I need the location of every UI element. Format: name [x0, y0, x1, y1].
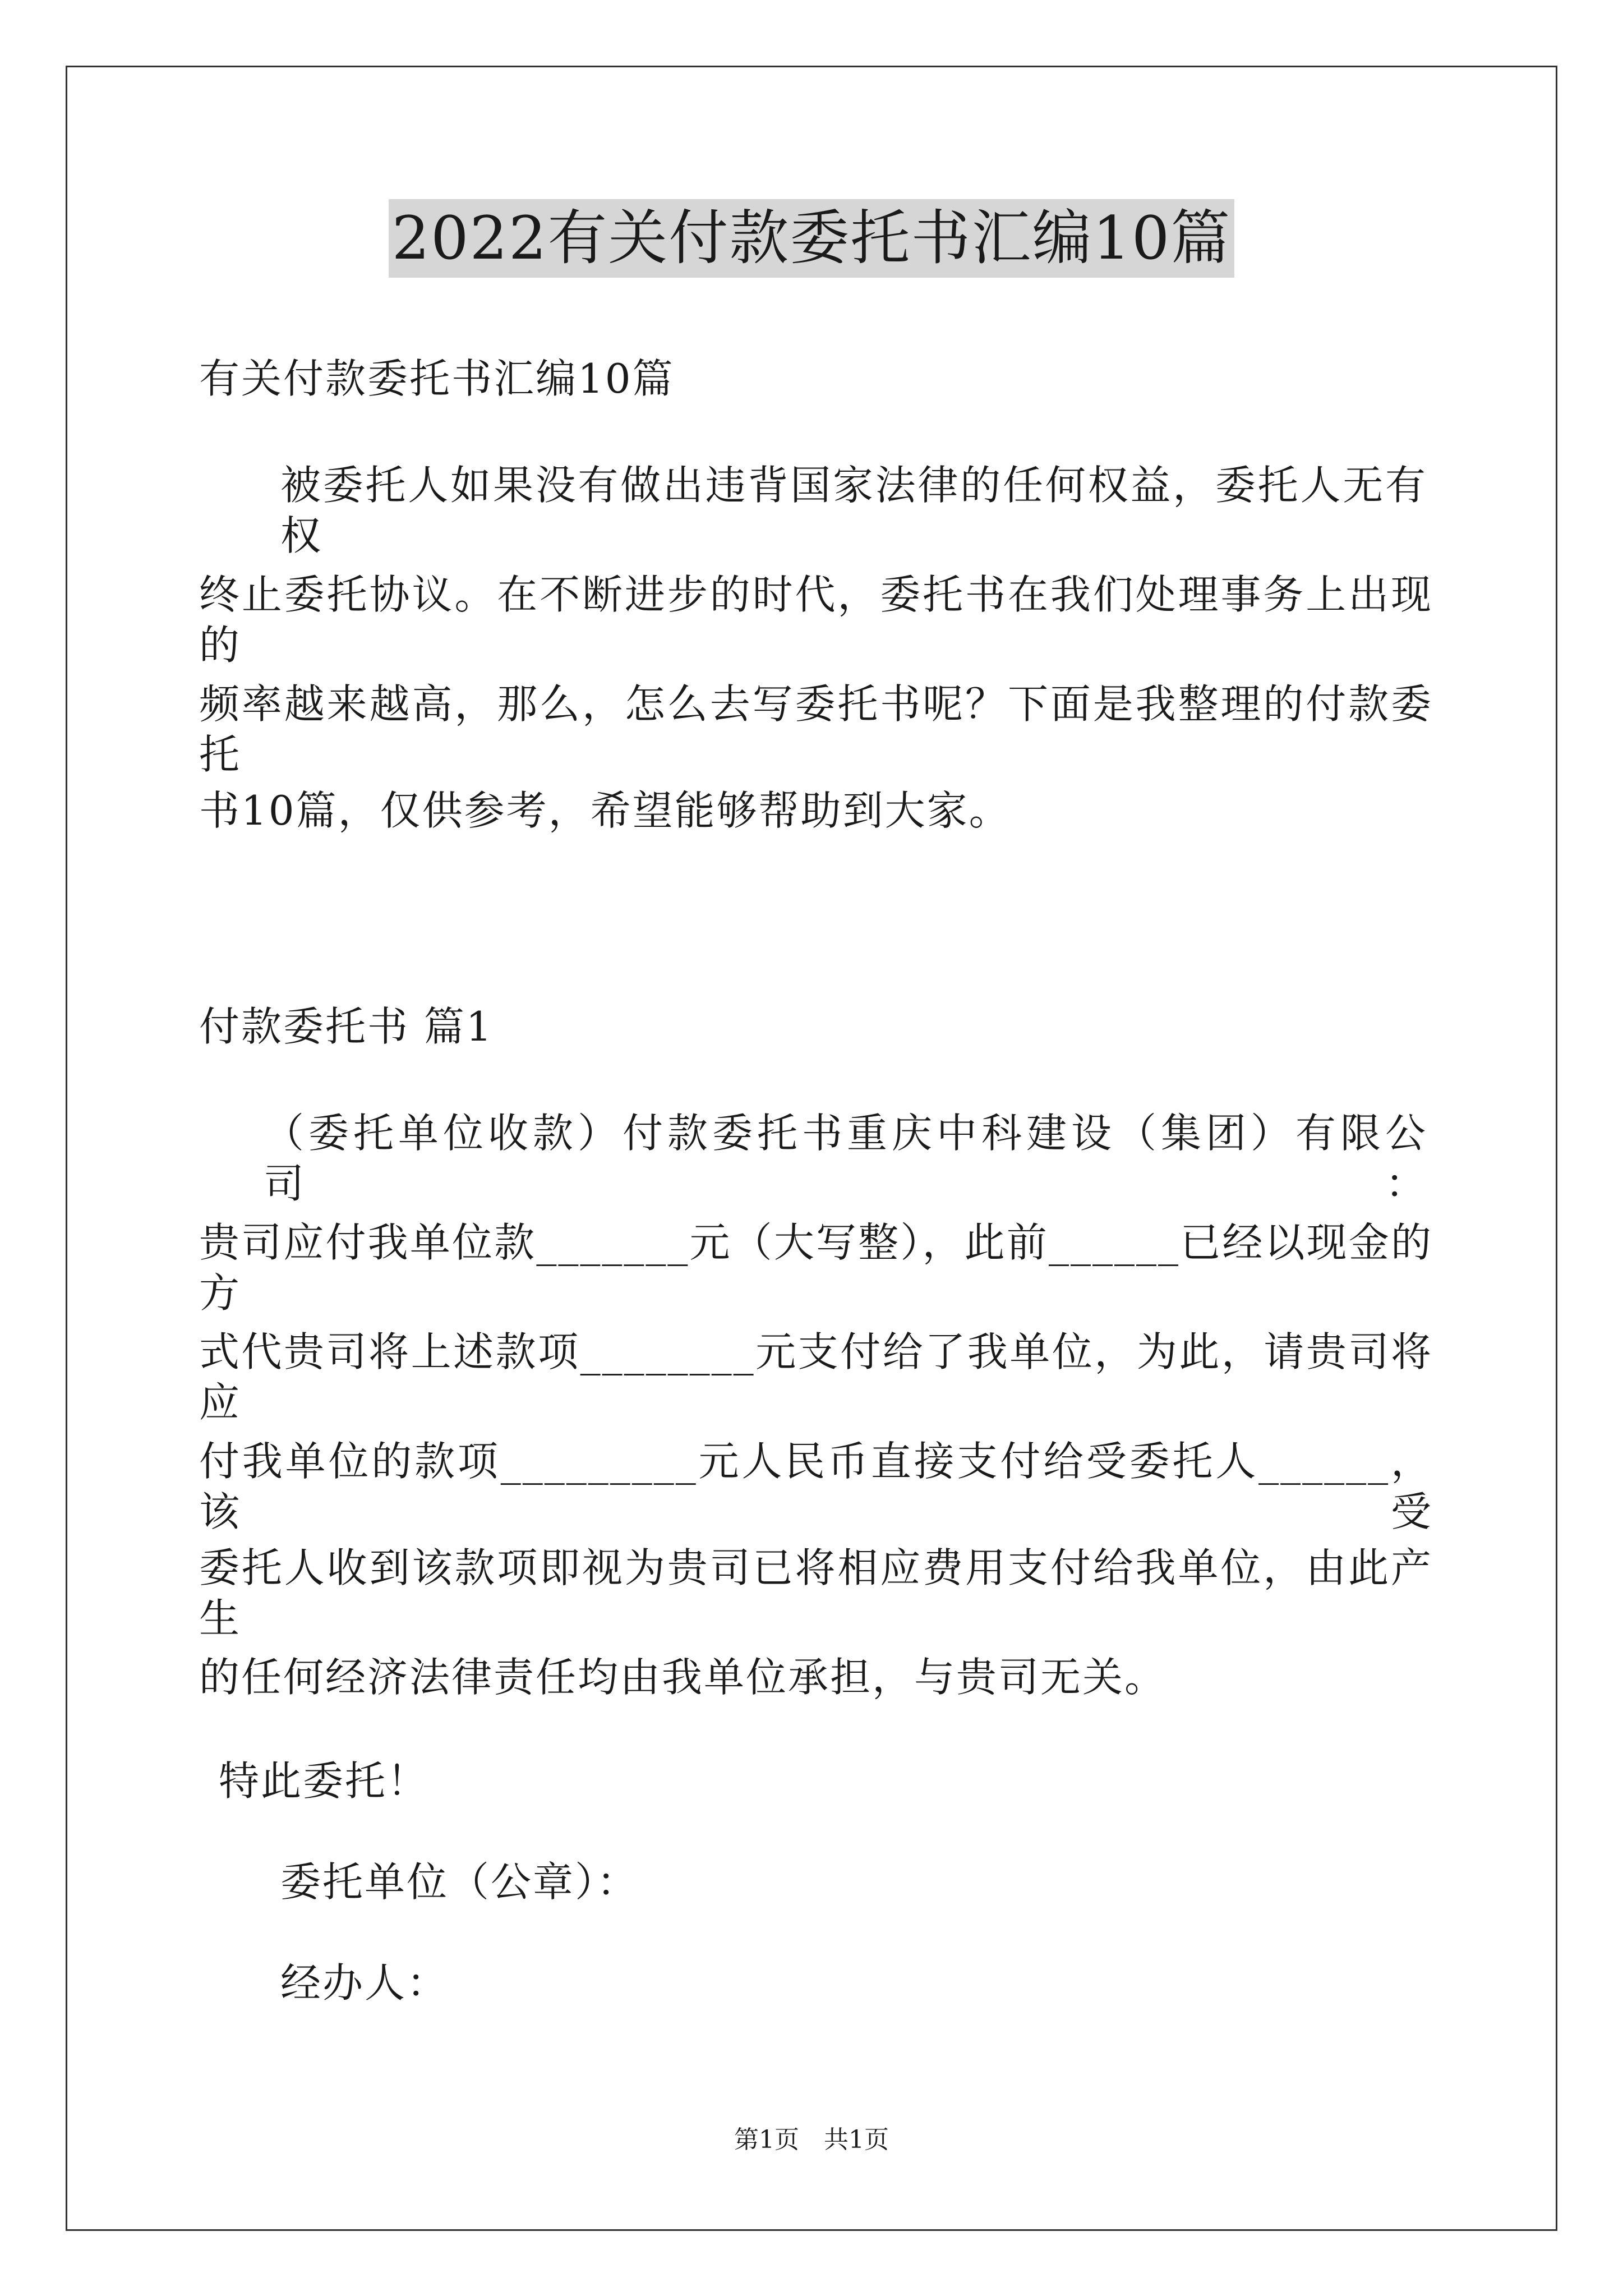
intro-line-1: 被委托人如果没有做出违背国家法律的任何权益，委托人无有权 — [280, 462, 1427, 559]
signature-unit: 委托单位（公章）： — [280, 1858, 639, 1906]
intro-line-4: 书10篇，仅供参考，希望能够帮助到大家。 — [199, 787, 1011, 834]
body-line-3: 式代贵司将上述款项________元支付给了我单位，为此，请贵司将应 — [199, 1328, 1433, 1426]
closing-text: 特此委托！ — [219, 1757, 430, 1805]
intro-line-3: 频率越来越高，那么，怎么去写委托书呢？下面是我整理的付款委托 — [199, 680, 1433, 778]
body-line-5: 委托人收到该款项即视为贵司已将相应费用支付给我单位，由此产生 — [199, 1544, 1433, 1642]
body-line-1: （委托单位收款）付款委托书重庆中科建设（集团）有限公司： — [264, 1110, 1427, 1207]
body-line-6: 的任何经济法律责任均由我单位承担，与贵司无关。 — [199, 1654, 1167, 1701]
signature-handler: 经办人： — [280, 1959, 449, 2007]
intro-line-2: 终止委托协议。在不断进步的时代，委托书在我们处理事务上出现的 — [199, 571, 1433, 669]
title-container — [0, 199, 1623, 278]
section-heading: 付款委托书 篇1 — [199, 1003, 494, 1050]
page-footer: 第1页 共1页 — [734, 2125, 889, 2154]
body-line-2: 贵司应付我单位款_______元（大写整），此前______已经以现金的方 — [199, 1219, 1433, 1317]
body-line-4: 付我单位的款项_________元人民币直接支付给受委托人______，该受 — [199, 1438, 1433, 1535]
document-title: 2022有关付款委托书汇编10篇 — [389, 199, 1235, 278]
document-subtitle: 有关付款委托书汇编10篇 — [199, 355, 675, 402]
